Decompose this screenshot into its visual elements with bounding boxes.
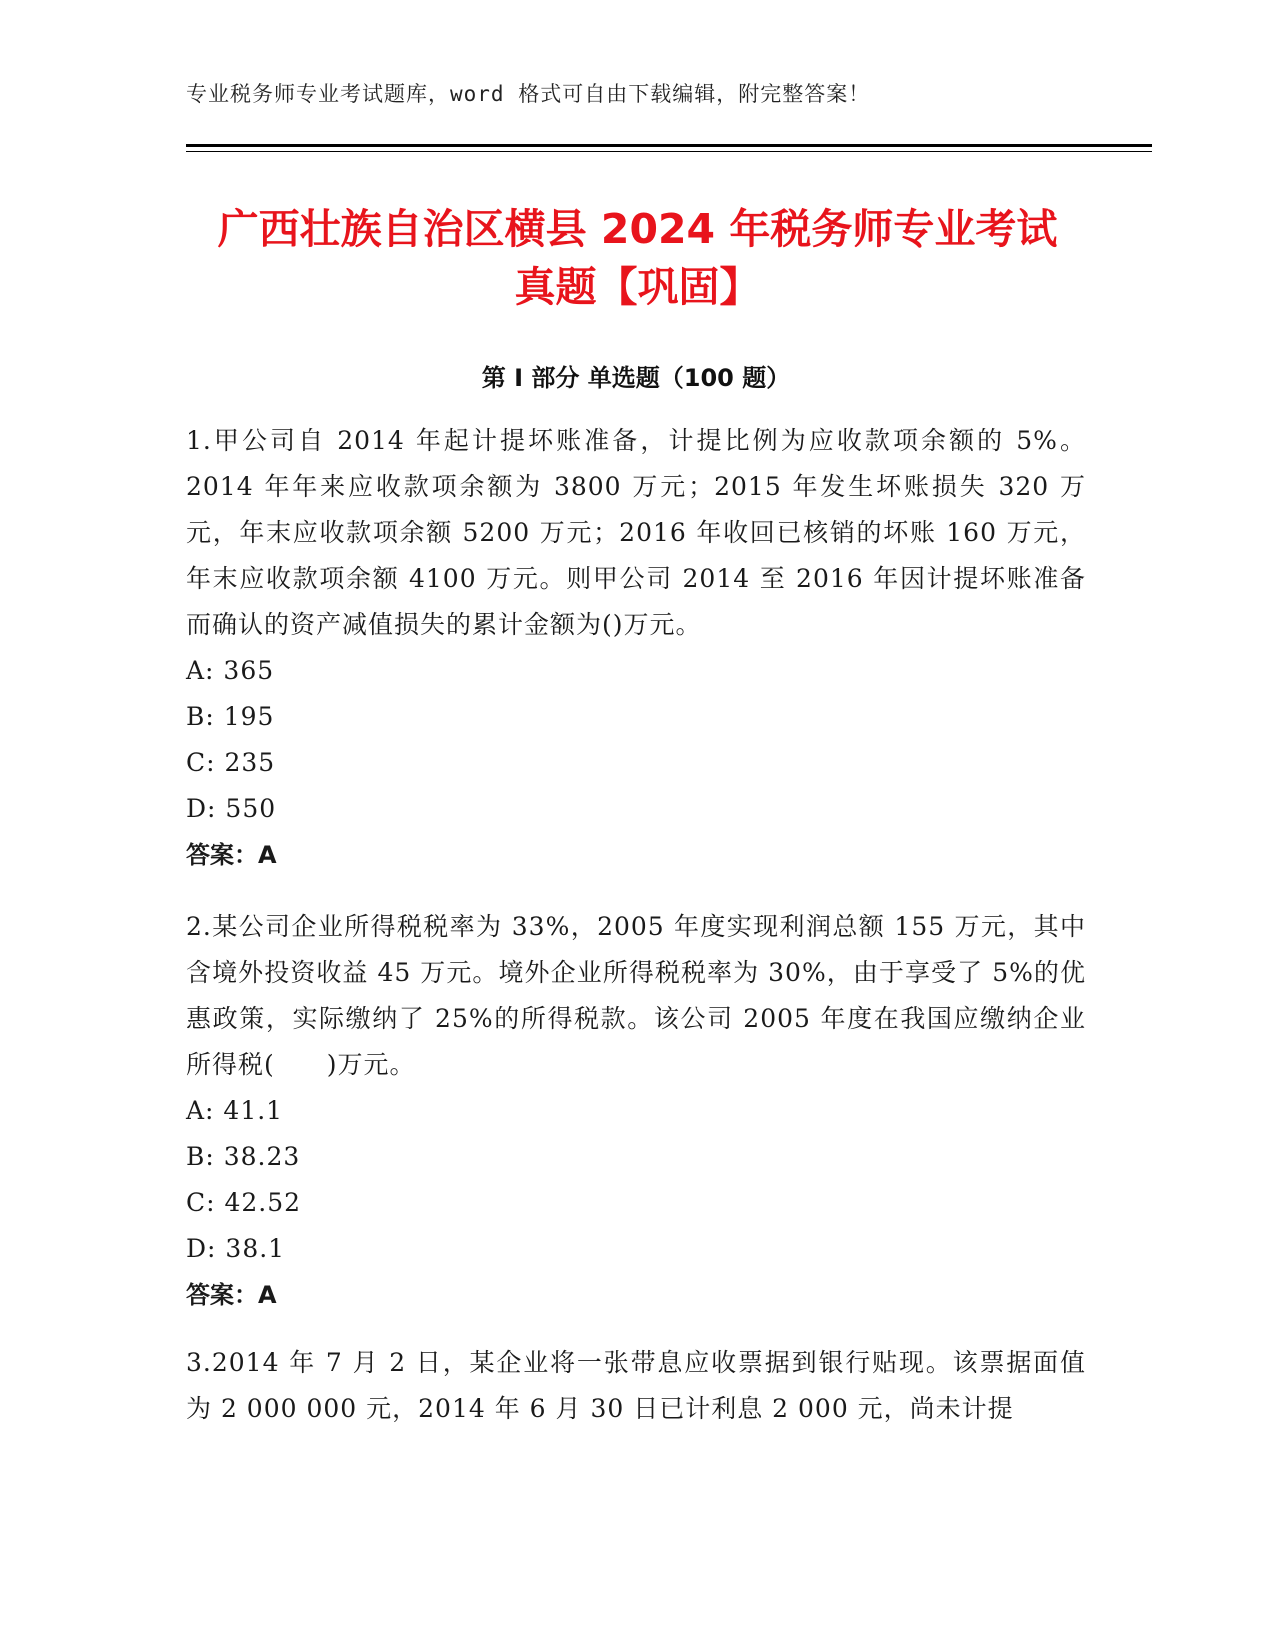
question-2 bbox=[186, 904, 1086, 1318]
header-divider-thin bbox=[186, 151, 1152, 152]
title-line-1: 广西壮族自治区横县 2024 年税务师专业考试 bbox=[217, 205, 1058, 253]
question-stem: 3.2014 年 7 月 2 日，某企业将一张带息应收票据到银行贴现。该票据面值为 2 000 000 元，2014 年 6 月 30 日已计利息 2 000 元，尚未计提 bbox=[186, 1348, 1086, 1423]
answer: 答案：A bbox=[186, 841, 277, 869]
question-3 bbox=[186, 1340, 1086, 1432]
section-heading: 第 I 部分 单选题（100 题） bbox=[481, 364, 791, 392]
question-stem: 2.某公司企业所得税税率为 33%，2005 年度实现利润总额 155 万元，其中含境外投资收益 45 万元。境外企业所得税税率为 30%，由于享受了 5%的优惠政策，实际缴纳了 25%的所得税款。该公司 2005 年度在我国应缴纳企业所得税( )万元。 bbox=[186, 912, 1086, 1079]
option-a: A: 365 bbox=[186, 656, 275, 685]
option-b: B: 195 bbox=[186, 702, 275, 731]
document-title bbox=[150, 200, 1125, 316]
question-stem: 1.甲公司自 2014 年起计提坏账准备，计提比例为应收款项余额的 5%。2014 年年来应收款项余额为 3800 万元；2015 年发生坏账损失 320 万元，年末应收款项余额 5200 万元；2016 年收回已核销的坏账 160 万元，年末应收款项余额 4100 万元。则甲公司 2014 至 2016 年因计提坏账准备而确认的资产减值损失的累计金额为()万元。 bbox=[186, 426, 1086, 639]
option-d: D: 550 bbox=[186, 794, 277, 823]
title-line-2: 真题【巩固】 bbox=[514, 263, 761, 311]
header-divider-thick bbox=[186, 144, 1152, 147]
option-c: C: 42.52 bbox=[186, 1188, 302, 1217]
option-a: A: 41.1 bbox=[186, 1096, 284, 1125]
option-d: D: 38.1 bbox=[186, 1234, 286, 1263]
answer: 答案：A bbox=[186, 1281, 277, 1309]
header-note: 专业税务师专业考试题库，word 格式可自由下载编辑，附完整答案！ bbox=[186, 82, 871, 106]
option-c: C: 235 bbox=[186, 748, 276, 777]
question-1 bbox=[186, 418, 1086, 878]
option-b: B: 38.23 bbox=[186, 1142, 301, 1171]
